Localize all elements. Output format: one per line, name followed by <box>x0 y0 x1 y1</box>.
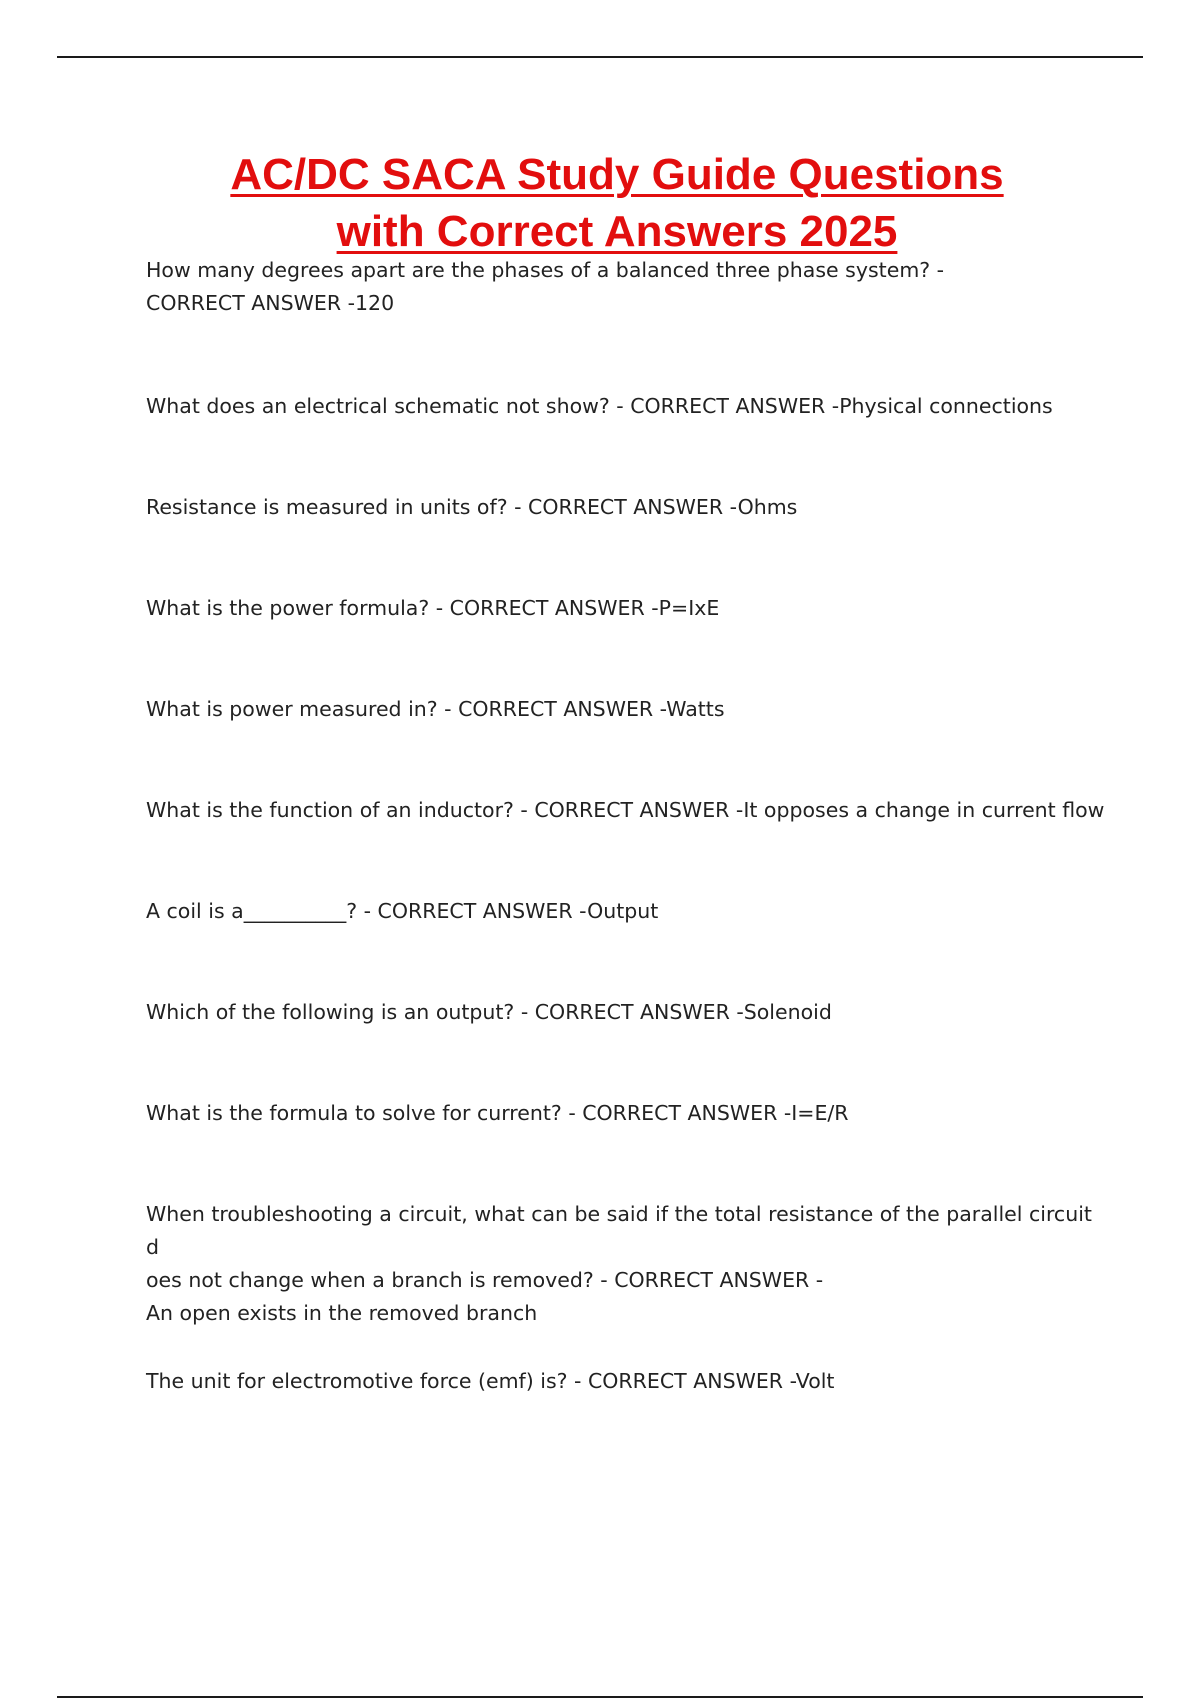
qa-item-8: Which of the following is an output? - CORRECT ANSWER -Solenoid <box>146 1000 832 1024</box>
qa-item-4: What is the power formula? - CORRECT ANSWER -P=IxE <box>146 596 720 620</box>
qa-item-11: The unit for electromotive force (emf) is? - CORRECT ANSWER -Volt <box>146 1369 835 1393</box>
document-title <box>57 146 1177 260</box>
title-line-1: AC/DC SACA Study Guide Questions <box>230 150 1004 199</box>
title-line-2: with Correct Answers 2025 <box>336 207 898 256</box>
qa-item-6: What is the function of an inductor? - CORRECT ANSWER -It opposes a change in current flow <box>146 798 1105 822</box>
qa-item-9: What is the formula to solve for current? - CORRECT ANSWER -I=E/R <box>146 1101 849 1125</box>
bottom-divider <box>57 1696 1143 1698</box>
qa-item-10: When troubleshooting a circuit, what can be said if the total resistance of the parallel circuit d oes not change when a branch is removed? - CORRECT ANSWER - An open exists in the removed branch <box>146 1202 1092 1325</box>
qa-item-3: Resistance is measured in units of? - CORRECT ANSWER -Ohms <box>146 495 798 519</box>
qa-item-5: What is power measured in? - CORRECT ANSWER -Watts <box>146 697 725 721</box>
top-divider <box>57 56 1143 58</box>
qa-item-1: How many degrees apart are the phases of a balanced three phase system? - CORRECT ANSWER -120 <box>146 258 945 315</box>
qa-item-2: What does an electrical schematic not show? - CORRECT ANSWER -Physical connections <box>146 394 1053 418</box>
qa-item-7: A coil is a__________? - CORRECT ANSWER -Output <box>146 899 659 923</box>
